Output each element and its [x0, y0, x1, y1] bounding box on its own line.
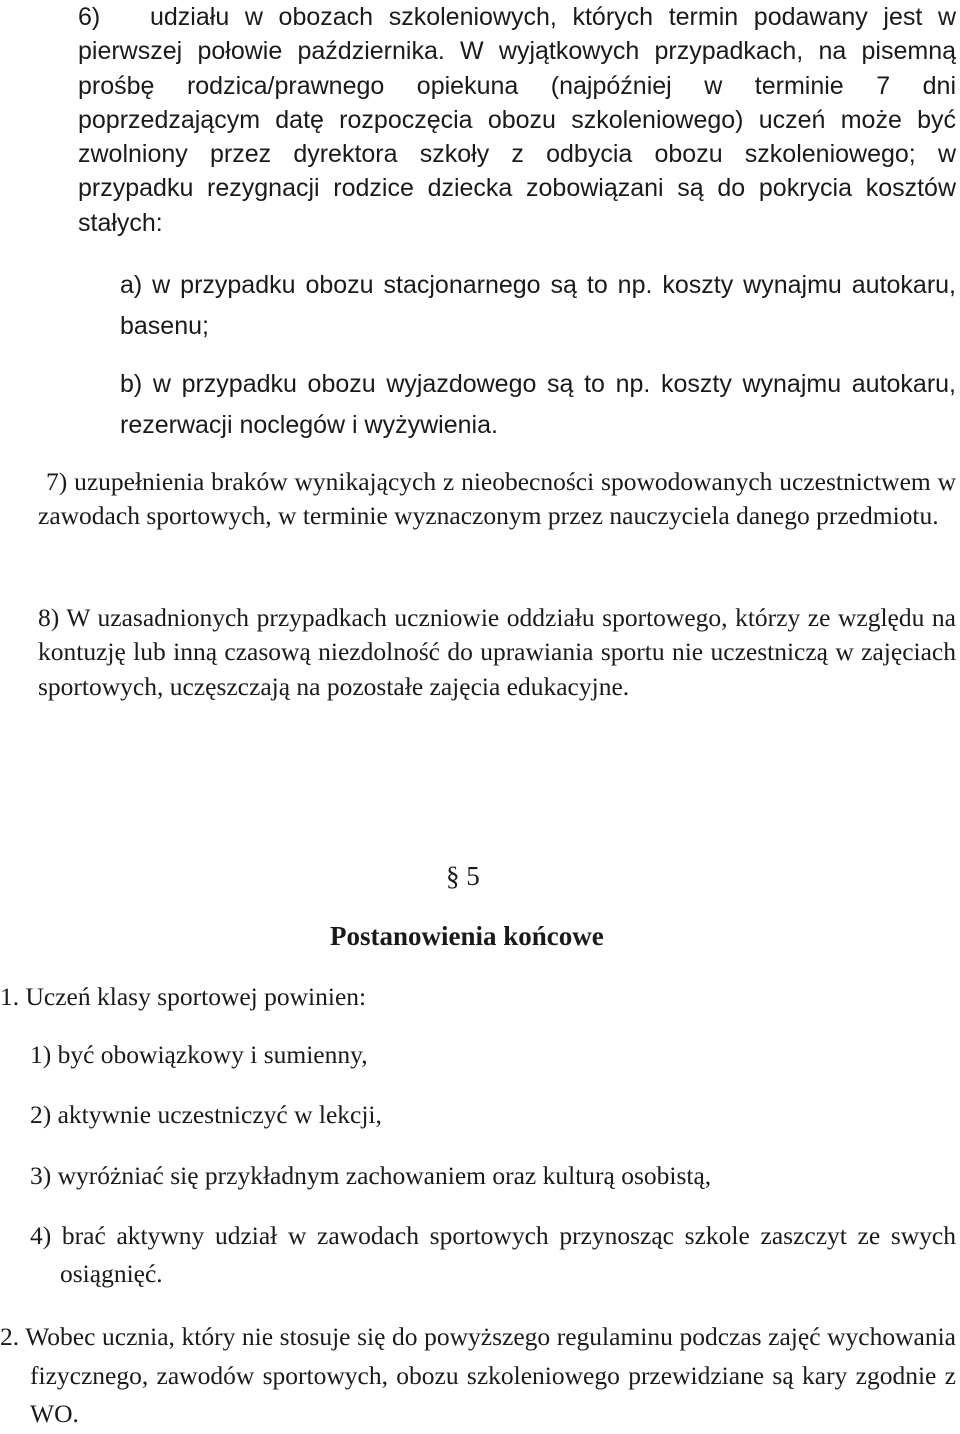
item-6-paragraph: [78, 0, 956, 240]
point-1-heading: 1. Uczeń klasy sportowej powinien:: [0, 982, 367, 1011]
item-8-paragraph: 8) W uzasadnionych przypadkach uczniowie oddziału sportowego, którzy ze względu na kontuzję lub inną czasową niezdolność do uprawiania sportu nie uczestniczą w zajęciach sportowych, uczęszczają na pozostałe zajęcia edukacyjne.: [38, 603, 956, 701]
point-2-paragraph: 2. Wobec ucznia, który nie stosuje się do powyższego regulaminu podczas zajęć wychowania fizycznego, zawodów sportowych, obozu szkoleniowego przewidziane są kary zgodnie z WO.: [0, 1322, 956, 1428]
item-6-sub-b: b) w przypadku obozu wyjazdowego są to np. koszty wynajmu autokaru, rezerwacji noclegów i wyżywienia.: [120, 370, 956, 439]
item-7-paragraph: 7) uzupełnienia braków wynikających z nieobecności spowodowanych uczestnictwem w zawodach sportowych, w terminie wyznaczonym przez nauczyciela danego przedmiotu.: [38, 467, 956, 531]
item-6-number: 6): [78, 3, 101, 31]
duty-item-1: 1) być obowiązkowy i sumienny,: [30, 1040, 368, 1069]
section-title: Postanowienia końcowe: [330, 921, 604, 951]
duty-item-3: 3) wyróżniać się przykładnym zachowaniem oraz kulturą osobistą,: [30, 1161, 712, 1190]
duty-item-2: 2) aktywnie uczestniczyć w lekcji,: [30, 1100, 382, 1129]
section-mark: § 5: [446, 861, 480, 891]
item-6-text: udziału w obozach szkoleniowych, których termin podawany jest w pierwszej połowie października. W wyjątkowych przypadkach, na pisemną prośbę rodzica/prawnego opiekuna (najpóźniej w terminie 7 dni poprzedzającym datę rozpoczęcia obozu szkoleniowego) uczeń może być zwolniony przez dyrektora szkoły z odbycia obozu szkoleniowego; w przypadku rezygnacji rodzice dziecka zobowiązani są do pokrycia kosztów stałych:: [78, 3, 956, 237]
item-6-sub-a: a) w przypadku obozu stacjonarnego są to np. koszty wynajmu autokaru, basenu;: [120, 271, 956, 340]
duty-item-4: 4) brać aktywny udział w zawodach sportowych przynosząc szkole zaszczyt ze swych osiągnięć.: [30, 1221, 956, 1288]
